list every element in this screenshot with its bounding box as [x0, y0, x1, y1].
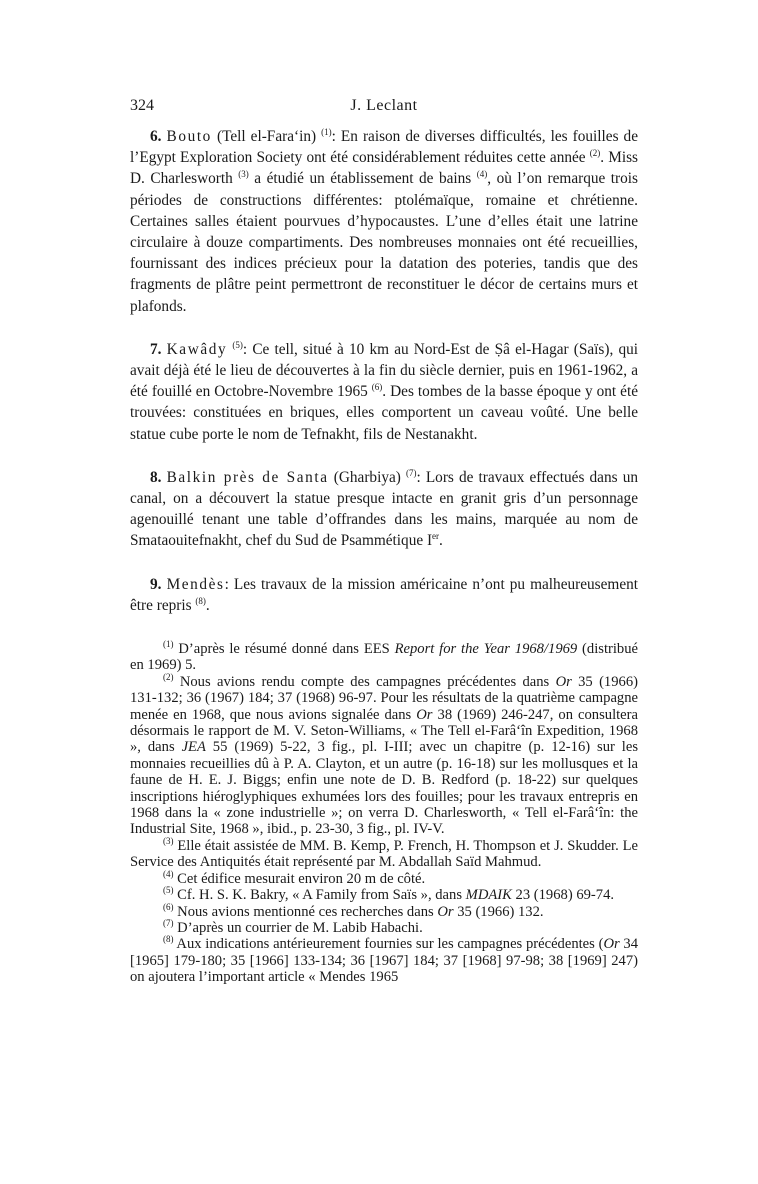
ordinal-superscript: er: [432, 531, 440, 542]
footnote-text: (distribué en 1969) 5.: [130, 641, 638, 674]
paragraph-kawady: [130, 339, 638, 445]
footnote-title: Or: [555, 673, 572, 690]
footnote-text: 35 (1966) 132.: [453, 903, 544, 920]
paragraph-text: .: [439, 532, 443, 550]
footnote-title: Or: [437, 903, 454, 920]
paragraph-text: . Des tombes de la basse époque y ont été trouvées: constituées en briques, elles comportent un caveau voûté. Une belle statue cube porte le nom de Tefnakht, fils de Nestanakht.: [130, 383, 638, 443]
paragraph-text: (Tell el-Fara‘in): [211, 128, 322, 145]
footnote-text: 55 (1969) 5-22, 3 fig., pl. I-III; avec un chapitre (p. 12-16) sur les monnaies recueillies dû à P. A. Clayton, et un autre (p. 16-18) sur les mollusques et la faune de H. E. J. Biggs; enfin une note de D. B. Redford (p. 18-22) sur quelques inscriptions hiéroglyphiques exhumées lors des fouilles; pour les travaux entrepris en 1968 dans la « zone industrielle »; on verra D. Charlesworth, « Tell el-Farâ‘în: the Industrial Site, 1968 », ibid., p. 23-30, 3 fig., pl. IV-V.: [130, 739, 638, 838]
paragraph-bouto: [130, 126, 638, 317]
paragraph-number: 8.: [150, 468, 162, 486]
footnote-text: 35 (1966) 131-132; 36 (1967) 184; 37 (1968) 96-97. Pour les résultats de la quatrième campagne menée en 1968, que nous avions signalée dans: [130, 673, 638, 723]
paragraph-text: a étudié un établissement de bains: [248, 170, 477, 188]
footnote-ref[interactable]: (5): [232, 339, 243, 350]
footnote-ref[interactable]: (2): [589, 148, 601, 159]
footnote-text: D’après un courrier de M. Labib Habachi.: [173, 919, 423, 936]
footnote-mark: (4): [163, 868, 174, 879]
footnote-ref[interactable]: (8): [195, 595, 206, 606]
footnote: [130, 887, 638, 903]
footnote-text: Nous avions mentionné ces recherches dans: [173, 903, 438, 920]
site-name: Bouto: [166, 128, 212, 145]
footnote-mark: (8): [163, 934, 174, 945]
site-name: Mendès: [166, 575, 225, 593]
footnote-mark: (2): [163, 671, 174, 682]
footnote-mark: (5): [163, 885, 174, 896]
footnote-title: JEA: [181, 739, 206, 756]
paragraph-text: : Ce tell, situé à 10 km au Nord-Est de Ṣâ el-Hagar (Saïs), qui avait déjà été le lieu de découvertes à la fin du siècle dernier, puis en 1961-1962, a été fouillé en Octobre-Novembre 1965: [130, 340, 638, 401]
footnote: [130, 936, 638, 985]
footnote-ref[interactable]: (6): [371, 382, 383, 393]
paragraph-text: : Lors de travaux effectués dans un canal, on a découvert la statue presque intacte en granit gris d’un personnage agenouillé tenant une table d’offrandes dans les mains, marquée au nom de Smataouitefnakht, chef du Sud de Psammétique I: [130, 468, 638, 550]
footnote-mark: (3): [163, 836, 174, 847]
footnote-title: MDAIK: [465, 887, 512, 904]
site-name: Kawâdy: [166, 340, 228, 358]
page-number: 324: [130, 97, 154, 114]
footnotes: [130, 641, 638, 986]
paragraph-text: : Les travaux de la mission américaine n’ont pu malheureusement être repris: [130, 575, 639, 614]
paragraph-text: . Miss D. Charlesworth: [130, 149, 639, 188]
footnote: [130, 641, 638, 674]
paragraph-text: : En raison de diverses difficultés, les fouilles de l’Egypt Exploration Society ont été considérablement réduites cette année: [130, 128, 638, 167]
footnote-ref[interactable]: (7): [405, 467, 417, 478]
footnote-mark: (1): [163, 639, 174, 650]
footnote-title: Report for the Year 1968/1969: [394, 641, 578, 657]
paragraph-mendes: [130, 574, 638, 616]
running-head: J. Leclant: [350, 97, 418, 114]
footnote: [130, 671, 638, 838]
footnote-text: Nous avions rendu compte des campagnes précédentes dans: [173, 673, 556, 690]
site-name: Balkin près de Santa: [166, 468, 329, 486]
footnote-ref[interactable]: (4): [476, 169, 488, 180]
paragraph-text: , où l’on remarque trois périodes de constructions différentes: ptolémaïque, romaine et chrétienne. Certaines salles étaient pourvues d’hypocaustes. L’une d’elles était une latrine circulaire à douze compartiments. Des nombreuses monnaies ont été recueillies, fournissant des indices précieux pour la datation des poteries, tandis que des fragments de plâtre peint permettront de reconstituer le décor de certains murs et plafonds.: [130, 170, 639, 315]
main-text: [130, 126, 638, 638]
footnote: [130, 901, 638, 920]
paragraph-number: 6.: [150, 128, 162, 145]
footnote: [130, 920, 638, 936]
footnote-ref[interactable]: (3): [238, 169, 249, 180]
footnote-text: Aux indications antérieurement fournies sur les campagnes précédentes (: [173, 936, 604, 953]
paragraph-number: 9.: [150, 575, 162, 593]
footnote-text: 38 (1969) 246-247, on consultera désormais le rapport de M. V. Seton-Williams, « The Tell el-Farâ‘în Expedition, 1968 », dans: [130, 706, 638, 756]
paragraph-number: 7.: [150, 340, 162, 358]
paragraph-balkin: [130, 467, 638, 552]
footnote-text: 34 [1965] 179-180; 35 [1966] 133-134; 36 [1967] 184; 37 [1968] 97-98; 38 [1969] 247) on ajoutera l’important article « Mendes 1965: [130, 936, 638, 986]
footnote-title: Or: [603, 936, 620, 953]
footnote-title: Or: [416, 706, 433, 723]
footnote-mark: (6): [163, 901, 174, 912]
paragraph-text: (Gharbiya): [328, 468, 406, 486]
footnote-text: D’après le résumé donné dans EES: [173, 641, 395, 657]
footnote-mark: (7): [163, 918, 174, 929]
footnote-ref[interactable]: (1): [321, 126, 332, 137]
footnote-text: Cet édifice mesurait environ 20 m de côté.: [173, 870, 426, 887]
footnote-text: 23 (1968) 69-74.: [511, 887, 615, 904]
footnote: [130, 868, 638, 887]
footnote-text: Elle était assistée de MM. B. Kemp, P. French, H. Thompson et J. Skudder. Le Service des Antiquités était représenté par M. Abdallah Saïd Mahmud.: [130, 837, 638, 871]
footnote-text: Cf. H. S. K. Bakry, « A Family from Saïs », dans: [173, 887, 466, 904]
page-header: [130, 97, 638, 121]
paragraph-text: .: [205, 596, 210, 614]
footnote: [130, 838, 638, 871]
